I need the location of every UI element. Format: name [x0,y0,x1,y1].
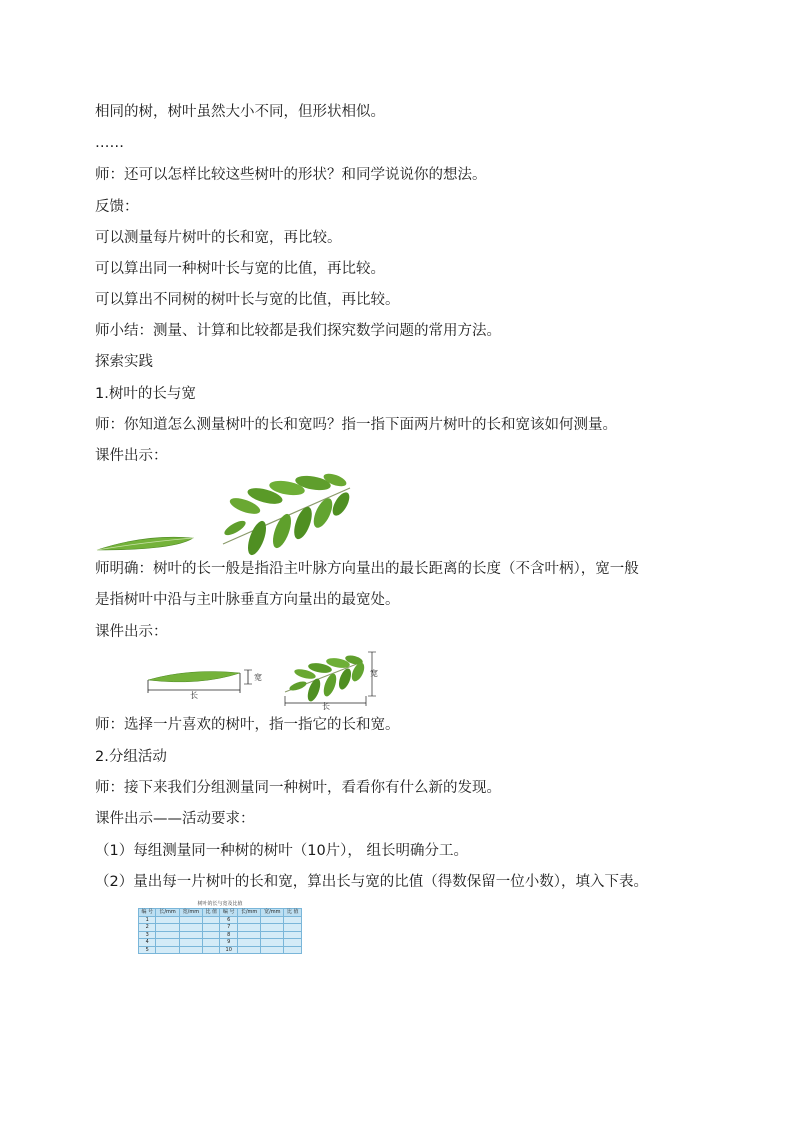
table-header: 长/mm [237,909,260,917]
section-heading: 探索实践 [95,354,153,370]
length-label: 长 [190,691,198,700]
table-cell-id: 3 [139,931,156,939]
text-line: 课件出示： [95,624,168,640]
text-line: 是指树叶中沿与主叶脉垂直方向量出的最宽处。 [95,592,400,608]
text-line: （2）量出每一片树叶的长和宽，算出长与宽的比值（得数保留一位小数），填入下表。 [95,874,648,890]
text-line: 课件出示： [95,448,168,464]
table-cell-id: 4 [139,939,156,947]
table-row [139,946,302,954]
table-cell-input[interactable] [237,924,260,932]
table-cell-input[interactable] [261,924,284,932]
table-cell-input[interactable] [203,924,220,932]
table-cell-input[interactable] [156,931,179,939]
table-cell-id: 2 [139,924,156,932]
measurement-table [138,900,302,954]
table-row [139,931,302,939]
table-cell-input[interactable] [203,939,220,947]
table-cell-input[interactable] [237,946,260,954]
table-header: 编 号 [220,909,237,917]
table-header: 比 值 [284,909,302,917]
table-cell-input[interactable] [261,916,284,924]
text-line: 可以算出不同树的树叶长与宽的比值，再比较。 [95,292,400,308]
table-header: 编 号 [139,909,156,917]
table-cell-input[interactable] [261,931,284,939]
table-cell-input[interactable] [203,931,220,939]
text-line: …… [95,135,124,151]
table-cell-input[interactable] [179,924,202,932]
table-cell-id: 1 [139,916,156,924]
text-line: 相同的树，树叶虽然大小不同，但形状相似。 [95,104,385,120]
table-header: 长/mm [156,909,179,917]
table-cell-input[interactable] [156,946,179,954]
text-line: 师小结：测量、计算和比较都是我们探究数学问题的常用方法。 [95,323,501,339]
compound-leaf-image [222,471,352,556]
text-line: 可以算出同一种树叶长与宽的比值，再比较。 [95,261,385,277]
table-cell-input[interactable] [203,946,220,954]
table-title: 树叶的长与宽及比值 [197,901,243,907]
willow-leaf-measured [148,670,252,693]
subsection-heading: 1.树叶的长与宽 [95,386,196,402]
table-cell-input[interactable] [284,916,302,924]
table-cell-input[interactable] [203,916,220,924]
text-line: 师：接下来我们分组测量同一种树叶，看看你有什么新的发现。 [95,780,501,796]
text-line: 可以测量每片树叶的长和宽，再比较。 [95,230,342,246]
table-cell-input[interactable] [284,924,302,932]
table-header: 宽/mm [261,909,284,917]
table-cell-input[interactable] [237,931,260,939]
table-cell-id: 6 [220,916,237,924]
table-cell-input[interactable] [237,939,260,947]
width-label: 宽 [254,673,262,682]
willow-leaf-image [97,537,193,550]
table-header-row [139,909,302,917]
table-cell-input[interactable] [261,939,284,947]
table-header: 比 值 [203,909,220,917]
text-line: （1）每组测量同一种树的树叶（10片）， 组长明确分工。 [95,843,469,859]
table-cell-input[interactable] [179,931,202,939]
table-cell-id: 9 [220,939,237,947]
width-label: 宽 [370,669,378,678]
text-line: 反馈： [95,199,139,215]
table-cell-input[interactable] [284,939,302,947]
table-cell-input[interactable] [156,924,179,932]
text-line: 师明确：树叶的长一般是指沿主叶脉方向量出的最长距离的长度（不含叶柄），宽一般 [95,561,639,577]
leaf-figure-1 [95,468,365,556]
table-cell-id: 8 [220,931,237,939]
table-header: 宽/mm [179,909,202,917]
subsection-heading: 2.分组活动 [95,749,167,765]
table-cell-input[interactable] [284,931,302,939]
table-cell-input[interactable] [156,939,179,947]
table-cell-input[interactable] [284,946,302,954]
table-cell-id: 10 [220,946,237,954]
text-line: 师：你知道怎么测量树叶的长和宽吗？指一指下面两片树叶的长和宽该如何测量。 [95,417,617,433]
text-line: 师：选择一片喜欢的树叶，指一指它的长和宽。 [95,717,400,733]
text-line: 课件出示——活动要求： [95,811,255,827]
table-row [139,939,302,947]
compound-leaf-measured [285,652,376,706]
leaf-figure-2 [140,648,380,710]
table-row [139,916,302,924]
table-cell-input[interactable] [156,916,179,924]
table-cell-input[interactable] [179,939,202,947]
text-line: 师：还可以怎样比较这些树叶的形状？和同学说说你的想法。 [95,167,487,183]
table-cell-input[interactable] [179,916,202,924]
table-cell-input[interactable] [261,946,284,954]
table-row [139,924,302,932]
table-cell-id: 7 [220,924,237,932]
length-label: 长 [322,702,330,710]
table-cell-input[interactable] [179,946,202,954]
table-cell-id: 5 [139,946,156,954]
table-cell-input[interactable] [237,916,260,924]
